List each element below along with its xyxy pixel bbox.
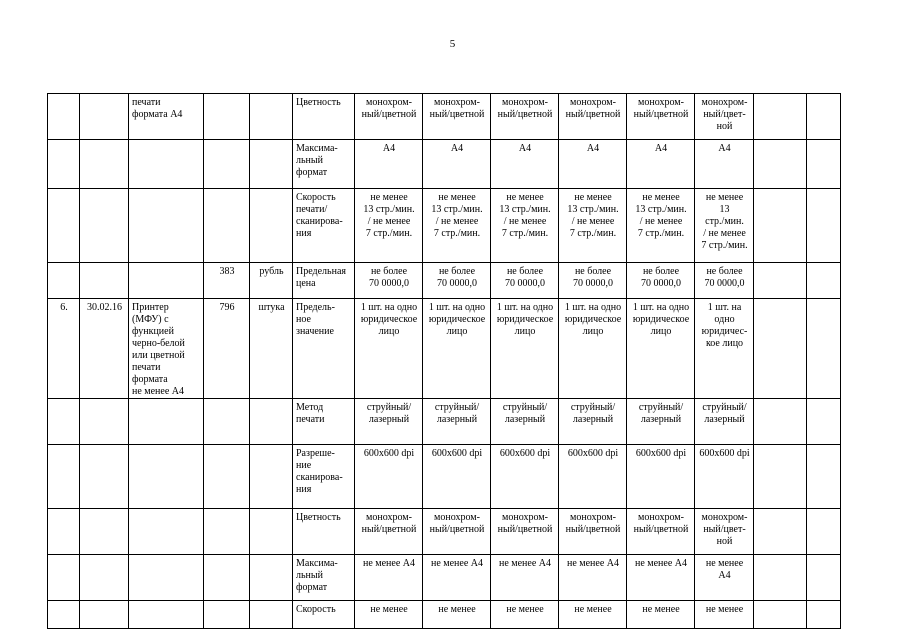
characteristic-value-cell: А4 [423,140,491,189]
okpd-code-cell [80,555,129,601]
characteristic-value-cell: не менее [559,601,627,629]
item-name-cell [129,189,204,263]
item-name-cell [129,509,204,555]
characteristic-value-cell: не более 70 0000,0 [491,263,559,299]
characteristic-name-cell: Цветность [293,509,355,555]
characteristic-value-cell: не менее [423,601,491,629]
extra-value-cell [807,94,841,140]
characteristic-value-cell: не менее А4 [627,555,695,601]
table-row [48,555,841,601]
item-name-cell [129,140,204,189]
characteristic-value-cell: монохром- ный/цветной [627,509,695,555]
extra-value-cell [807,299,841,399]
characteristic-value-cell: струйный/ лазерный [695,399,754,445]
okei-code-cell [204,140,250,189]
item-number-cell [48,189,80,263]
characteristic-value-cell: 1 шт. на одно юридическое лицо [559,299,627,399]
table-body [48,94,841,629]
characteristic-value-cell: струйный/ лазерный [559,399,627,445]
okei-code-cell [204,555,250,601]
table-row [48,189,841,263]
extra-value-cell [754,601,807,629]
okei-code-cell [204,189,250,263]
characteristic-value-cell: не менее 13 стр./мин. / не менее 7 стр./мин. [355,189,423,263]
okei-code-cell [204,509,250,555]
extra-value-cell [807,445,841,509]
table-row [48,263,841,299]
characteristic-value-cell: монохром- ный/цветной [355,509,423,555]
characteristic-value-cell: струйный/ лазерный [423,399,491,445]
extra-value-cell [754,555,807,601]
unit-cell: рубль [250,263,293,299]
characteristic-name-cell: Предельная цена [293,263,355,299]
characteristic-value-cell: А4 [627,140,695,189]
okpd-code-cell [80,140,129,189]
okpd-code-cell [80,399,129,445]
table-row [48,445,841,509]
characteristic-value-cell: не менее А4 [355,555,423,601]
characteristic-value-cell: не менее [695,601,754,629]
characteristic-value-cell: монохром- ный/цветной [559,509,627,555]
characteristic-value-cell: 600х600 dpi [695,445,754,509]
characteristic-value-cell: струйный/ лазерный [627,399,695,445]
characteristic-value-cell: 600х600 dpi [627,445,695,509]
characteristic-name-cell: Метод печати [293,399,355,445]
okpd-code-cell [80,189,129,263]
characteristic-value-cell: не более 70 0000,0 [559,263,627,299]
characteristic-value-cell: А4 [695,140,754,189]
characteristic-value-cell: не более 70 0000,0 [695,263,754,299]
extra-value-cell [754,263,807,299]
specification-table [47,93,841,629]
characteristic-name-cell: Максима- льный формат [293,555,355,601]
characteristic-value-cell: монохром- ный/цвет- ной [695,509,754,555]
table-row [48,509,841,555]
extra-value-cell [807,263,841,299]
characteristic-value-cell: 600х600 dpi [423,445,491,509]
characteristic-value-cell: монохром- ный/цветной [355,94,423,140]
item-name-cell [129,263,204,299]
item-number-cell [48,509,80,555]
characteristic-value-cell: не менее 13 стр./мин. / не менее 7 стр./мин. [627,189,695,263]
extra-value-cell [807,399,841,445]
characteristic-value-cell: 600х600 dpi [355,445,423,509]
characteristic-value-cell: струйный/ лазерный [355,399,423,445]
table-row [48,140,841,189]
characteristic-value-cell: А4 [491,140,559,189]
unit-cell [250,555,293,601]
characteristic-value-cell: монохром- ный/цветной [491,509,559,555]
unit-cell [250,189,293,263]
extra-value-cell [754,140,807,189]
characteristic-value-cell: не менее 13 стр./мин. / не менее 7 стр./мин. [423,189,491,263]
item-name-cell [129,601,204,629]
characteristic-value-cell: не менее А4 [423,555,491,601]
unit-cell [250,399,293,445]
characteristic-value-cell: 1 шт. на одно юридическое лицо [423,299,491,399]
characteristic-name-cell: Скорость [293,601,355,629]
extra-value-cell [807,601,841,629]
extra-value-cell [754,445,807,509]
characteristic-value-cell: А4 [559,140,627,189]
unit-cell [250,140,293,189]
characteristic-value-cell: монохром- ный/цветной [627,94,695,140]
extra-value-cell [807,555,841,601]
characteristic-value-cell: 600х600 dpi [559,445,627,509]
item-name-cell [129,399,204,445]
extra-value-cell [754,399,807,445]
extra-value-cell [754,509,807,555]
characteristic-value-cell: не менее 13 стр./мин. / не менее 7 стр./мин. [559,189,627,263]
characteristic-value-cell: не менее А4 [559,555,627,601]
item-number-cell [48,555,80,601]
item-number-cell [48,601,80,629]
okpd-code-cell [80,509,129,555]
characteristic-value-cell: монохром- ный/цветной [491,94,559,140]
characteristic-name-cell: Цветность [293,94,355,140]
okpd-code-cell: 30.02.16 [80,299,129,399]
unit-cell: штука [250,299,293,399]
item-number-cell: 6. [48,299,80,399]
okei-code-cell [204,94,250,140]
extra-value-cell [807,140,841,189]
characteristic-name-cell: Скорость печати/ сканирова- ния [293,189,355,263]
unit-cell [250,445,293,509]
unit-cell [250,94,293,140]
extra-value-cell [807,189,841,263]
characteristic-value-cell: А4 [355,140,423,189]
characteristic-value-cell: 1 шт. на одно юридическое лицо [491,299,559,399]
characteristic-value-cell: не более 70 0000,0 [355,263,423,299]
item-name-cell: печати формата А4 [129,94,204,140]
characteristic-value-cell: монохром- ный/цветной [423,509,491,555]
unit-cell [250,509,293,555]
extra-value-cell [754,94,807,140]
item-number-cell [48,399,80,445]
okpd-code-cell [80,601,129,629]
characteristic-value-cell: не менее [627,601,695,629]
item-number-cell [48,263,80,299]
characteristic-value-cell: не более 70 0000,0 [423,263,491,299]
table-row [48,399,841,445]
characteristic-value-cell: не менее 13 стр./мин. / не менее 7 стр./мин. [695,189,754,263]
extra-value-cell [754,189,807,263]
page-number: 5 [449,38,456,50]
characteristic-value-cell: 1 шт. на одно юридическое лицо [355,299,423,399]
item-name-cell: Принтер (МФУ) с функцией черно-белой или цветной печати формата не менее А4 [129,299,204,399]
characteristic-value-cell: 1 шт. на одно юридичес- кое лицо [695,299,754,399]
characteristic-value-cell: 600х600 dpi [491,445,559,509]
characteristic-name-cell: Разреше- ние сканирова- ния [293,445,355,509]
okei-code-cell: 383 [204,263,250,299]
characteristic-value-cell: монохром- ный/цветной [423,94,491,140]
okei-code-cell [204,601,250,629]
item-name-cell [129,445,204,509]
okpd-code-cell [80,94,129,140]
characteristic-value-cell: не более 70 0000,0 [627,263,695,299]
characteristic-value-cell: не менее 13 стр./мин. / не менее 7 стр./мин. [491,189,559,263]
unit-cell [250,601,293,629]
characteristic-value-cell: не менее А4 [695,555,754,601]
table-row [48,299,841,399]
characteristic-value-cell: не менее А4 [491,555,559,601]
table-row [48,601,841,629]
characteristic-value-cell: 1 шт. на одно юридическое лицо [627,299,695,399]
characteristic-name-cell: Максима- льный формат [293,140,355,189]
characteristic-value-cell: струйный/ лазерный [491,399,559,445]
characteristic-value-cell: не менее [491,601,559,629]
item-number-cell [48,140,80,189]
item-number-cell [48,94,80,140]
characteristic-value-cell: не менее [355,601,423,629]
characteristic-name-cell: Предель- ное значение [293,299,355,399]
extra-value-cell [807,509,841,555]
extra-value-cell [754,299,807,399]
okei-code-cell: 796 [204,299,250,399]
characteristic-value-cell: монохром- ный/цветной [559,94,627,140]
item-name-cell [129,555,204,601]
okei-code-cell [204,399,250,445]
okpd-code-cell [80,263,129,299]
item-number-cell [48,445,80,509]
table-row [48,94,841,140]
characteristic-value-cell: монохром- ный/цвет- ной [695,94,754,140]
okpd-code-cell [80,445,129,509]
okei-code-cell [204,445,250,509]
